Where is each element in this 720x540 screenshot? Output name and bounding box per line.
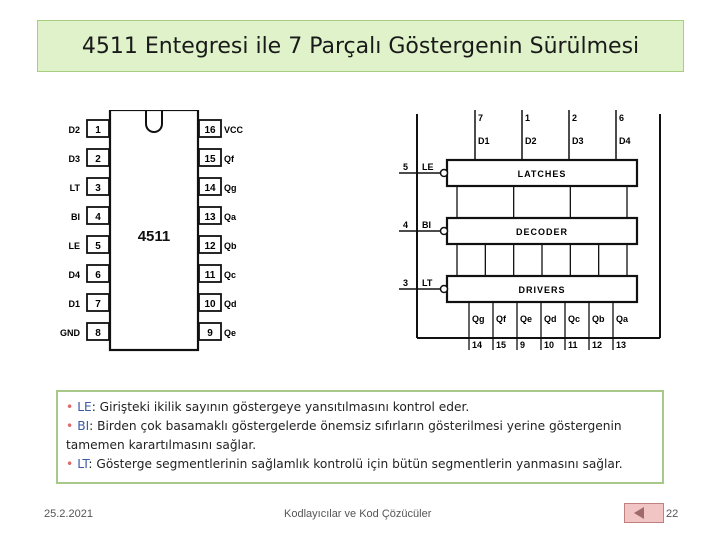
side-input-name: BI xyxy=(422,220,431,230)
left-pin-name: D3 xyxy=(68,154,80,164)
output-pin-number: 13 xyxy=(616,340,627,350)
right-pin-name: Qc xyxy=(224,270,237,280)
left-pin-number: 4 xyxy=(95,212,101,223)
description-box xyxy=(56,390,664,484)
decoder-label: DECODER xyxy=(515,227,569,237)
top-input-group xyxy=(475,110,631,160)
right-pin-name: Qg xyxy=(224,183,237,193)
description-text: : Girişteki ikilik sayının göstergeye yansıtılmasını kontrol eder. xyxy=(91,400,470,414)
right-pin-number: 10 xyxy=(204,299,216,310)
right-pin-name: Qf xyxy=(224,154,234,164)
output-pin-number: 10 xyxy=(544,340,555,350)
left-pin-name: LT xyxy=(69,183,80,193)
left-pin-name: D1 xyxy=(68,299,80,309)
output-name: Qb xyxy=(592,314,605,324)
page-number: 22 xyxy=(666,508,679,520)
left-pin-number: 3 xyxy=(95,183,101,194)
chip-label: 4511 xyxy=(137,228,171,245)
description-text: : Gösterge segmentlerinin sağlamlık kontrolü için bütün segmentlerin yanmasını sağlar. xyxy=(88,457,623,471)
left-pin-name: LE xyxy=(68,241,80,251)
left-pin-number: 7 xyxy=(95,299,101,310)
right-pin-name: Qe xyxy=(224,328,237,338)
output-pin-number: 14 xyxy=(472,340,483,350)
right-pin-name: Qa xyxy=(224,212,237,222)
left-pin-number: 6 xyxy=(95,270,101,281)
side-input-name: LT xyxy=(422,278,433,288)
side-input-group xyxy=(399,162,448,293)
output-name: Qg xyxy=(472,314,485,324)
output-name: Qf xyxy=(496,314,506,324)
right-pin-number: 12 xyxy=(204,241,216,252)
right-pin-number: 9 xyxy=(207,328,213,339)
slide-title: 4511 Entegresi ile 7 Parçalı Göstergenin Sürülmesi xyxy=(81,33,640,59)
output-pin-number: 11 xyxy=(568,340,578,350)
description-item-lt xyxy=(66,455,654,474)
input-pin-name: D4 xyxy=(619,136,631,146)
left-pin-number: 5 xyxy=(95,241,101,252)
description-key: BI xyxy=(77,419,90,433)
right-pin-name: VCC xyxy=(224,125,244,135)
side-input-number: 4 xyxy=(403,220,409,230)
block-diagram xyxy=(395,110,675,355)
decoder-driver-wires xyxy=(457,244,627,276)
right-pin-number: 15 xyxy=(204,154,216,165)
description-text: : Birden çok basamaklı göstergelerde önemsiz sıfırların gösterilmesi yerine göstergenin tamemen karartılmasını sağlar. xyxy=(66,419,622,452)
bullet-icon: • xyxy=(66,419,74,433)
input-pin-number: 7 xyxy=(478,113,484,123)
description-key: LE xyxy=(77,400,92,414)
output-name: Qe xyxy=(520,314,533,324)
footer-date: 25.2.2021 xyxy=(44,508,93,520)
inverter-bubble xyxy=(441,286,448,293)
right-pin-name: Qd xyxy=(224,299,237,309)
left-pin-number: 8 xyxy=(95,328,101,339)
left-pin-name: GND xyxy=(60,328,80,338)
title-box xyxy=(37,20,684,72)
latch-decoder-wires xyxy=(457,186,627,218)
input-pin-name: D2 xyxy=(525,136,537,146)
left-pin-name: BI xyxy=(71,212,80,222)
right-pin-number: 13 xyxy=(204,212,216,223)
right-pin-group xyxy=(199,120,244,340)
left-pin-number: 1 xyxy=(95,125,101,136)
input-pin-number: 2 xyxy=(572,113,578,123)
inverter-bubble xyxy=(441,170,448,177)
nav-button[interactable] xyxy=(624,503,664,523)
side-input-number: 5 xyxy=(403,162,409,172)
right-pin-name: Qb xyxy=(224,241,237,251)
side-input-number: 3 xyxy=(403,278,409,288)
left-pin-group xyxy=(60,120,109,340)
description-item-le xyxy=(66,398,654,417)
left-pin-number: 2 xyxy=(95,154,101,165)
pinout-diagram xyxy=(60,110,260,355)
side-input-name: LE xyxy=(422,162,434,172)
input-pin-number: 1 xyxy=(525,113,531,123)
output-pin-number: 15 xyxy=(496,340,507,350)
output-pin-number: 12 xyxy=(592,340,603,350)
input-pin-name: D3 xyxy=(572,136,584,146)
inverter-bubble xyxy=(441,228,448,235)
left-pin-name: D2 xyxy=(68,125,80,135)
left-pin-name: D4 xyxy=(68,270,80,280)
latches-label: LATCHES xyxy=(517,169,567,179)
output-name: Qc xyxy=(568,314,581,324)
bullet-icon: • xyxy=(66,400,74,414)
description-key: LT xyxy=(77,457,89,471)
output-name: Qd xyxy=(544,314,557,324)
footer-center: Kodlayıcılar ve Kod Çözücüler xyxy=(284,508,432,520)
output-name: Qa xyxy=(616,314,629,324)
drivers-label: DRIVERS xyxy=(518,285,566,295)
output-group xyxy=(469,302,629,350)
right-pin-number: 11 xyxy=(204,270,216,281)
back-arrow-icon xyxy=(625,504,663,522)
output-pin-number: 9 xyxy=(520,340,526,350)
right-pin-number: 16 xyxy=(204,125,216,136)
bullet-icon: • xyxy=(66,457,74,471)
input-pin-number: 6 xyxy=(619,113,625,123)
input-pin-name: D1 xyxy=(478,136,490,146)
right-pin-number: 14 xyxy=(204,183,216,194)
description-item-bi xyxy=(66,417,654,455)
